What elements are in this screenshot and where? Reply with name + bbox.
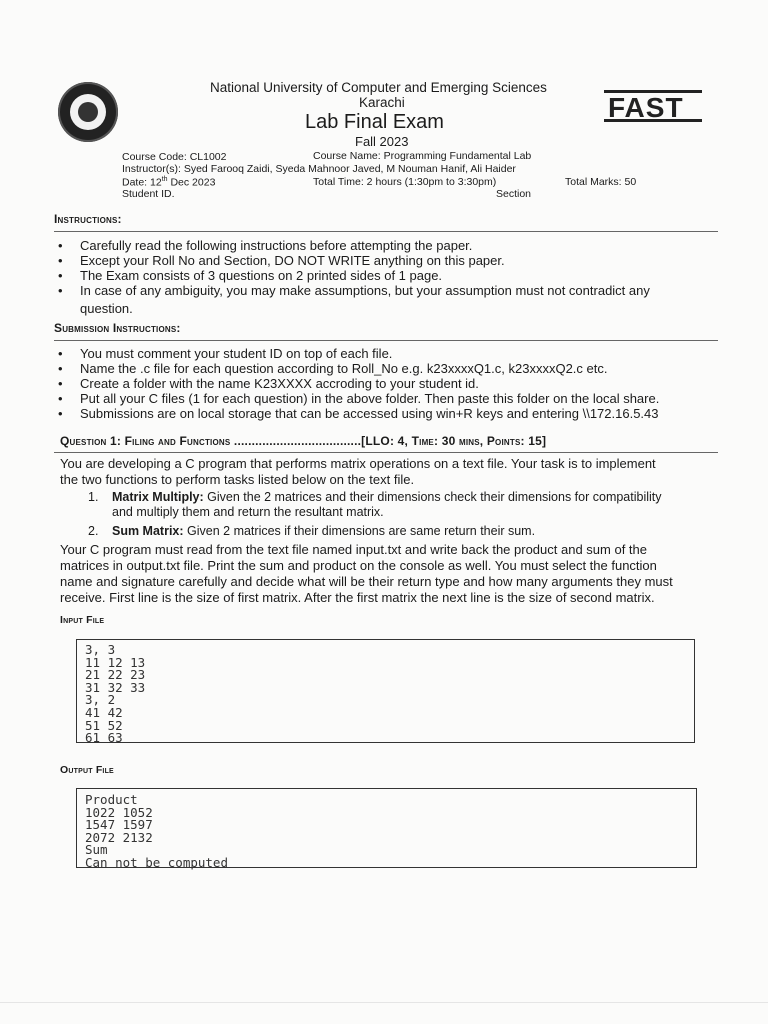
code-line: 1547 1597 — [85, 817, 153, 833]
code-line: 51 52 — [85, 717, 123, 733]
list-item: • Create a folder with the name K23XXXX accroding to your student id. — [56, 376, 659, 391]
question-1-intro: You are developing a C program that performs matrix operations on a text file. Your task is to implement the two functions to perform tasks listed below on the text file. — [60, 456, 656, 487]
task-item: 2. Sum Matrix: Given 2 matrices if their dimensions are same return their sum. — [88, 524, 536, 538]
exam-term: Fall 2023 — [355, 134, 409, 149]
question-1-heading: Question 1: Filing and Functions ....................................[LLO: 4, Time: 30 mins, Points: 15] — [60, 434, 547, 448]
input-file-heading: Input File — [60, 614, 105, 626]
output-file-box — [76, 788, 697, 868]
code-line: Sum — [85, 842, 108, 858]
list-item: • Put all your C files (1 for each question) in the above folder. Then paste this folder on the local share. — [56, 391, 659, 406]
list-item: • In case of any ambiguity, you may make assumptions, but your assumption must not contradict any — [56, 283, 650, 298]
list-item: • Name the .c file for each question according to Roll_No e.g. k23xxxxQ1.c, k23xxxxQ2.c etc. — [56, 361, 659, 376]
divider — [54, 231, 718, 232]
svg-text:FAST: FAST — [608, 92, 684, 123]
list-item-continuation: question. — [80, 301, 133, 316]
list-item: • The Exam consists of 3 questions on 2 printed sides of 1 page. — [56, 268, 650, 283]
university-seal-logo — [58, 82, 118, 142]
divider — [54, 452, 718, 453]
submission-list — [56, 346, 659, 421]
task-list — [88, 490, 662, 539]
code-line: 3, 2 — [85, 692, 116, 708]
fast-brand-logo — [604, 88, 704, 124]
code-line: 1022 1052 — [85, 804, 153, 820]
submission-heading: Submission Instructions: — [54, 321, 181, 335]
list-item: • Submissions are on local storage that can be accessed using win+R keys and entering \\172.16.5.43 — [56, 406, 659, 421]
instructions-heading: Instructions: — [54, 212, 122, 226]
campus-name: Karachi — [359, 95, 405, 110]
code-line: 3, 3 — [85, 642, 116, 657]
code-line: 11 12 13 — [85, 654, 146, 670]
scan-edge — [0, 1002, 768, 1003]
total-marks: Total Marks: 50 — [565, 176, 637, 188]
exam-title: Lab Final Exam — [305, 111, 444, 133]
list-item: • You must comment your student ID on top of each file. — [56, 346, 659, 361]
total-time: Total Time: 2 hours (1:30pm to 3:30pm) — [313, 176, 497, 188]
code-line: 61 63 — [85, 730, 123, 746]
list-item: • Except your Roll No and Section, DO NOT WRITE anything on this paper. — [56, 253, 650, 268]
university-name: National University of Computer and Emerging Sciences — [210, 80, 547, 95]
code-line: 31 32 33 — [85, 679, 146, 695]
student-id-label: Student ID. — [122, 188, 175, 200]
question-1-body: Your C program must read from the text file named input.txt and write back the product and sum of the matrices in output.txt file. Print the sum and product on the console as well. You must select the function name and signature carefully and decide what will be their return type and how many arguments they must receive. First line is the size of first matrix. After the first matrix the next line is the size of second matrix. — [60, 542, 673, 605]
task-item: 1. Matrix Multiply: Given the 2 matrices and their dimensions check their dimensions for compatibility — [88, 490, 662, 504]
task-item-continuation: and multiply them and return the resultant matrix. — [112, 505, 384, 519]
code-line: Can not be computed — [85, 854, 228, 870]
output-file-heading: Output File — [60, 764, 114, 776]
section-label: Section — [496, 188, 532, 200]
code-line: 41 42 — [85, 704, 123, 720]
code-line: 21 22 23 — [85, 667, 146, 683]
code-line: Product — [85, 792, 138, 807]
instructors: Instructor(s): Syed Farooq Zaidi, Syeda Mahnoor Javed, M Nouman Hanif, Ali Haider — [122, 163, 516, 175]
instructions-list — [56, 238, 650, 298]
exam-date: Date: 12th Dec 2023 — [122, 176, 216, 189]
input-file-box — [76, 639, 695, 746]
course-name: Course Name: Programming Fundamental Lab — [313, 150, 532, 162]
course-code: Course Code: CL1002 — [122, 151, 227, 163]
code-line: 2072 2132 — [85, 829, 153, 845]
divider — [54, 340, 718, 341]
list-item: • Carefully read the following instructions before attempting the paper. — [56, 238, 650, 253]
